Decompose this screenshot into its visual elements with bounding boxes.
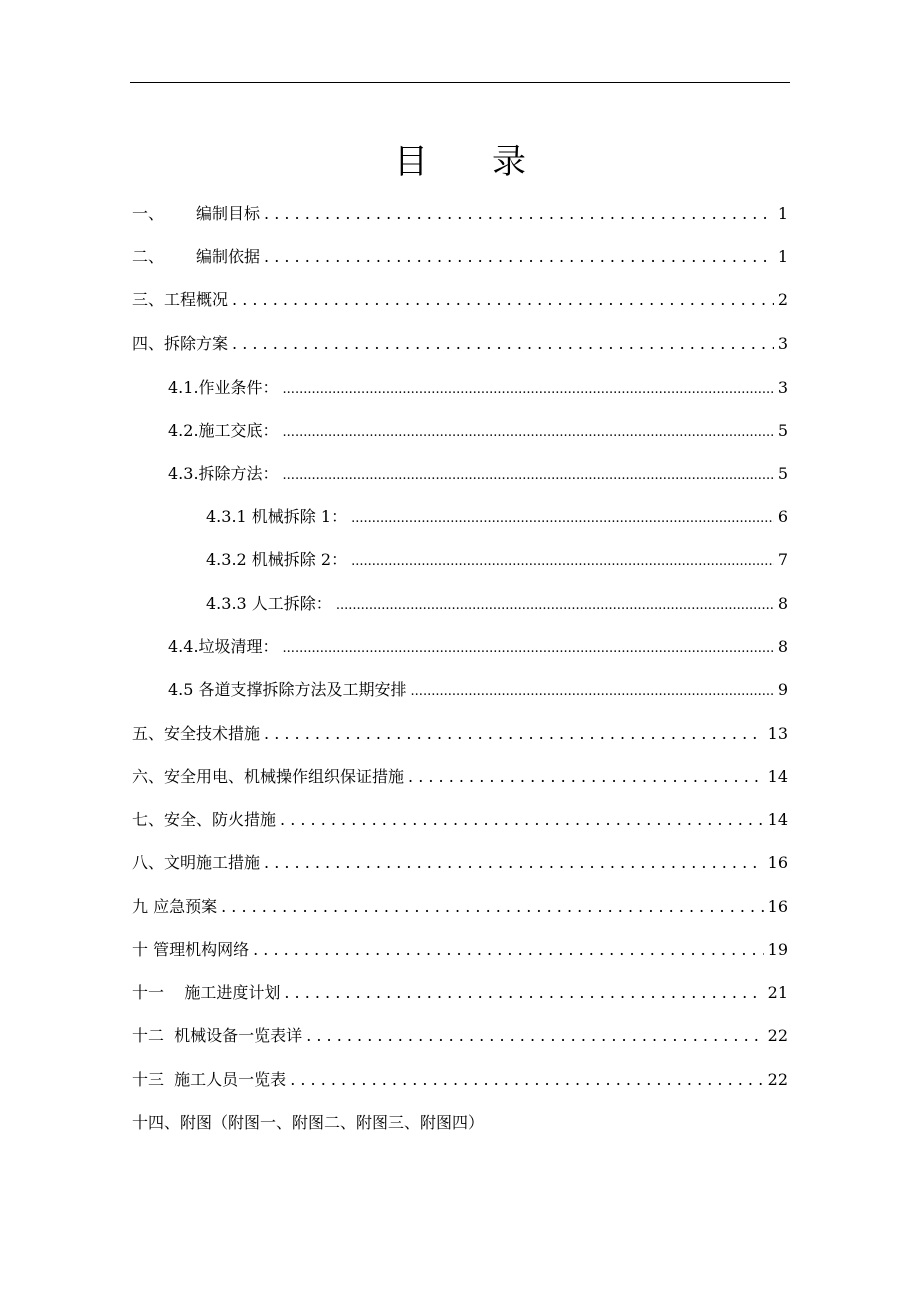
toc-leader [253, 938, 764, 962]
toc-leader [221, 895, 764, 919]
toc-leader [264, 245, 774, 269]
toc-entry-text: 4.4.垃圾清理： [168, 637, 279, 656]
toc-entry-page: 6 [777, 507, 788, 526]
toc-entry-page: 1 [777, 204, 788, 223]
toc-leader [283, 419, 774, 445]
toc-entry-11[interactable] [132, 981, 788, 1005]
toc-leader [351, 548, 774, 574]
toc-entry-page: 9 [777, 680, 788, 699]
title-char-2: 录 [492, 142, 526, 182]
toc-entry-page: 3 [777, 378, 788, 397]
toc-entry-text: 七、安全、防火措施 [132, 810, 277, 829]
toc-entry-page: 22 [767, 1070, 788, 1089]
toc-entry-text: 4.1.作业条件： [168, 378, 279, 397]
toc-entry-text: 4.3.1 机械拆除 1： [206, 507, 348, 526]
toc-entry-page: 8 [777, 637, 788, 656]
toc-entry-14[interactable] [132, 1111, 788, 1135]
toc-entry-text: 4.5 各道支撑拆除方法及工期安排 [168, 680, 407, 699]
toc-entry-page: 3 [777, 334, 788, 353]
title-char-1: 目 [394, 142, 428, 182]
toc-entry-text: 十 管理机构网络 [132, 940, 250, 959]
toc-leader [351, 505, 774, 531]
toc-leader [306, 1024, 763, 1048]
toc-entry-page: 5 [777, 464, 788, 483]
toc-entry-text: 十三 施工人员一览表 [132, 1070, 287, 1089]
toc-leader [290, 1068, 763, 1092]
toc-leader [232, 332, 774, 356]
toc-leader [411, 678, 774, 704]
toc-entry-page: 13 [767, 724, 788, 743]
toc-leader [284, 981, 763, 1005]
toc-entry-7[interactable] [132, 808, 788, 832]
toc-entry-text: 编制目标 [196, 204, 261, 223]
toc-entry-text: 三、工程概况 [132, 290, 229, 309]
toc-entry-text: 十四、附图（附图一、附图二、附图三、附图四） [132, 1113, 485, 1132]
toc-entry-4-3-2[interactable] [206, 548, 788, 574]
toc-entry-page: 21 [767, 983, 788, 1002]
toc-entry-4-3[interactable] [168, 462, 788, 488]
header-rule [130, 82, 790, 83]
toc-entry-text: 六、安全用电、机械操作组织保证措施 [132, 767, 405, 786]
toc-leader [232, 288, 774, 312]
toc-leader [283, 462, 774, 488]
toc-leader [408, 765, 764, 789]
toc-entry-4-3-1[interactable] [206, 505, 788, 531]
toc-entry-page: 16 [767, 897, 788, 916]
toc-entry-9[interactable] [132, 895, 788, 919]
toc-entry-10[interactable] [132, 938, 788, 962]
toc-entry-text: 四、拆除方案 [132, 334, 229, 353]
toc-entry-text: 十二 机械设备一览表详 [132, 1026, 303, 1045]
toc-entry-3[interactable] [132, 288, 788, 312]
toc-entry-text: 八、文明施工措施 [132, 853, 261, 872]
toc-entry-page: 14 [767, 810, 788, 829]
toc-entry-text: 4.3.3 人工拆除： [206, 594, 332, 613]
toc-entry-6[interactable] [132, 765, 788, 789]
page-title [0, 138, 920, 186]
toc-entry-page: 14 [767, 767, 788, 786]
toc-leader [283, 635, 774, 661]
toc-entry-page: 22 [767, 1026, 788, 1045]
toc-leader [264, 722, 764, 746]
toc-entry-4[interactable] [132, 332, 788, 356]
toc-entry-2[interactable] [132, 245, 788, 269]
toc-entry-4-1[interactable] [168, 376, 788, 402]
toc-entry-text: 十一 施工进度计划 [132, 983, 281, 1002]
toc-entry-page: 16 [767, 853, 788, 872]
toc-entry-4-5[interactable] [168, 678, 788, 704]
toc-entry-number: 二、 [132, 247, 165, 266]
toc-leader [264, 851, 764, 875]
toc-leader [264, 202, 774, 226]
toc-entry-page: 1 [777, 247, 788, 266]
toc-leader [283, 376, 774, 402]
toc-leader [336, 592, 774, 618]
toc-entry-text: 4.3.2 机械拆除 2： [206, 550, 348, 569]
toc-entry-text: 编制依据 [196, 247, 261, 266]
toc-entry-text: 五、安全技术措施 [132, 724, 261, 743]
toc-entry-text: 4.3.拆除方法： [168, 464, 279, 483]
toc-entry-1[interactable] [132, 202, 788, 226]
toc-entry-4-3-3[interactable] [206, 592, 788, 618]
toc-entry-4-2[interactable] [168, 419, 788, 445]
toc-entry-text: 九 应急预案 [132, 897, 218, 916]
toc-entry-5[interactable] [132, 722, 788, 746]
toc-entry-page: 8 [777, 594, 788, 613]
toc-entry-page: 7 [777, 550, 788, 569]
toc-entry-8[interactable] [132, 851, 788, 875]
toc-entry-4-4[interactable] [168, 635, 788, 661]
toc-entry-page: 2 [777, 290, 788, 309]
toc-leader [280, 808, 764, 832]
toc-entry-text: 4.2.施工交底： [168, 421, 279, 440]
toc-entry-12[interactable] [132, 1024, 788, 1048]
toc-entry-13[interactable] [132, 1068, 788, 1092]
toc-entry-page: 19 [767, 940, 788, 959]
toc-entry-number: 一、 [132, 204, 165, 223]
toc-entry-page: 5 [777, 421, 788, 440]
